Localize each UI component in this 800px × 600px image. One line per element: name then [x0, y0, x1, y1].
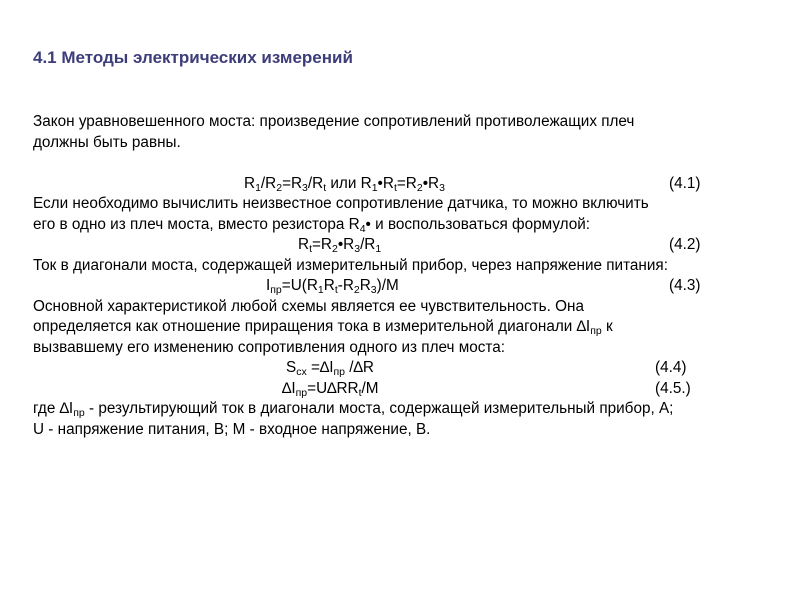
- subscript: 2: [276, 181, 283, 194]
- paragraph-line: Ток в диагонали моста, содержащей измерительный прибор, через напряжение питания:: [33, 256, 668, 274]
- paragraph-line: где $\Delta I_{пр}$ - результирующий ток в диагонали моста, содержащей измерительный прибор, А;: [33, 400, 674, 419]
- subscript: t: [358, 386, 362, 399]
- subscript: 3: [370, 284, 377, 296]
- formula: $R_t=R_2•R_3/R_1$: [298, 236, 382, 255]
- subscript: 2: [353, 284, 360, 296]
- slide-body: [33, 112, 783, 440]
- subscript: пр: [295, 386, 308, 399]
- paragraph-line: его в одно из плеч моста, вместо резистора $R_4•$ и воспользоваться формулой:: [33, 215, 591, 235]
- subscript: 2: [331, 243, 338, 255]
- equation-number: (4.4): [655, 359, 687, 376]
- subscript: пр: [270, 284, 282, 296]
- subscript: 1: [375, 243, 382, 255]
- paragraph-line: U - напряжение питания, В; М - входное напряжение, В.: [33, 420, 431, 438]
- subscript: 3: [354, 243, 361, 255]
- equation-number: (4.3): [669, 277, 701, 294]
- subscript: пр: [333, 366, 346, 378]
- paragraph-line: Если необходимо вычислить неизвестное сопротивление датчика, то можно включить: [33, 195, 649, 212]
- equation-number: (4.2): [669, 236, 701, 253]
- subscript: 3: [439, 181, 445, 194]
- equation-number: (4.5.): [655, 379, 691, 397]
- subscript: пр: [590, 325, 602, 337]
- paragraph-line: вызвавшему его изменению сопротивления одного из плеч моста:: [33, 338, 505, 356]
- subscript: сх: [296, 366, 307, 378]
- formula: $R_1/R_2=R_3/R_t$ или $R_1•R_t=R_2•R_3$: [244, 174, 445, 194]
- equation-number: (4.1): [669, 174, 701, 192]
- subscript: t: [323, 181, 327, 194]
- subscript: t: [334, 284, 338, 296]
- subscript: пр: [73, 407, 85, 419]
- equation-4-2: [33, 235, 783, 256]
- formula: $\Delta I_{пр}=U\Delta RR_t/M$: [282, 379, 379, 399]
- slide-title: 4.1 Методы электрических измерений: [33, 48, 353, 67]
- subscript: 1: [317, 284, 324, 296]
- formula: $I_{пр}=U(R_1R_t-R_2R_3)/M$: [266, 277, 399, 296]
- subscript: 1: [371, 181, 378, 194]
- subscript: t: [309, 243, 312, 255]
- equation-4-5: [33, 379, 783, 400]
- equation-4-3: [33, 276, 783, 297]
- paragraph-line: Закон уравновешенного моста: произведение сопротивлений противолежащих плеч: [33, 113, 635, 130]
- equation-4-1: [33, 174, 783, 195]
- equation-4-4: [33, 358, 783, 379]
- subscript: 4: [359, 222, 366, 235]
- paragraph-line: Основной характеристикой любой схемы является ее чувствительность. Она: [33, 297, 584, 315]
- paragraph-line: должны быть равны.: [33, 133, 181, 151]
- subscript: 2: [416, 181, 423, 194]
- formula: $S_{сх} =\Delta I_{пр}$ /∆R: [286, 359, 374, 378]
- subscript: 1: [255, 181, 261, 194]
- paragraph-line: определяется как отношение приращения тока в измерительной диагонали $\Delta I_{пр}$ к: [33, 318, 613, 337]
- subscript: t: [393, 181, 397, 194]
- subscript: 3: [302, 181, 308, 194]
